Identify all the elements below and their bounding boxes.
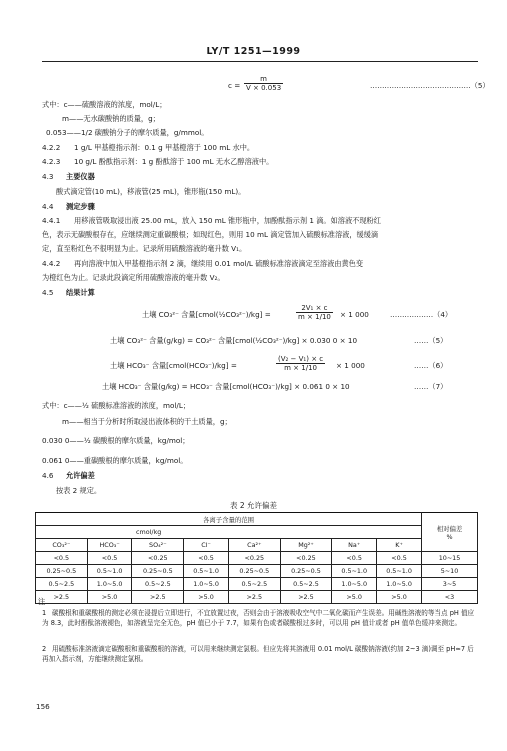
definition-line: 0.030 0——½ 碳酸根的摩尔质量，kg/mol；: [42, 436, 190, 445]
table-cell: >5.0: [184, 591, 229, 604]
table-cell: >5.0: [87, 591, 132, 604]
formula-5b: 土壤 CO₃²⁻ 含量(g/kg) = CO₃²⁻ 含量[cmol(½CO₃²⁻)/kg] × 0.030 0 × 10: [110, 336, 358, 345]
clause-number: 4.3: [42, 172, 54, 181]
table-cell: 0.5~1.0: [332, 565, 377, 578]
formula-4-lhs: 土壤 CO₃²⁻ 含量[cmol(½CO₃²⁻)/kg] =: [142, 310, 271, 319]
definition-line: m——相当于分析时所取浸出液体积的干土质量，g；: [62, 417, 232, 426]
table-cell: 0.25~0.5: [280, 565, 332, 578]
formula-5-fraction: [244, 75, 283, 92]
table-cell: 0.5~2.5: [132, 578, 184, 591]
definition-line: 0.053——1/2 碳酸钠分子的摩尔质量，g/mmol。: [46, 128, 209, 137]
table-cell: 0.5~1.0: [87, 565, 132, 578]
table-cell: >5.0: [377, 591, 422, 604]
note-2: [42, 645, 478, 664]
table-column-header-row: [36, 539, 478, 552]
table-cell: 0.25~0.5: [132, 565, 184, 578]
column-header: CO₃²⁻: [36, 539, 88, 552]
clause-text: 按表 2 规定。: [56, 486, 102, 495]
formula-4-number: ………………（4）: [390, 310, 453, 319]
formula-5-numerator: m: [244, 75, 283, 84]
table-header-row: [36, 513, 478, 526]
paragraph-line: 色，表示无碳酸根存在，应继续测定重碳酸根；如现红色，则用 10 mL 滴定管加入硫酸标准溶液，缓缓滴: [42, 230, 379, 239]
formula-4-fraction: [296, 304, 333, 321]
column-header: K⁺: [377, 539, 422, 552]
formula-6-tail: × 1 000: [336, 361, 365, 370]
table-cell: >2.5: [280, 591, 332, 604]
clause-title: 允许偏差: [66, 471, 95, 480]
table-cell: >5.0: [332, 591, 377, 604]
clause-text: 1 g/L 甲基橙指示剂：0.1 g 甲基橙溶于 100 mL 水中。: [74, 143, 255, 152]
paragraph-line: 定，直至粉红色不很明显为止。记录所用硫酸溶液的毫升数 V₁。: [42, 244, 247, 253]
table-row: [36, 578, 478, 591]
clause-title: 测定步骤: [66, 202, 95, 211]
formula-5-lhs: c =: [228, 81, 241, 90]
table-cell: <3: [422, 591, 478, 604]
definition-line: 式中：c——½ 硫酸标准溶液的浓度，mol/L；: [42, 401, 191, 410]
paragraph-line: 再向溶液中加入甲基橙指示剂 2 滴，继续用 0.01 mol/L 硫酸标准溶液滴定至溶液由黄色变: [74, 259, 364, 268]
table-cell: 5~10: [422, 565, 478, 578]
note-1: [42, 609, 478, 628]
table-cell: <0.25: [132, 552, 184, 565]
formula-6-numerator: (V₂ − V₁) × c: [278, 355, 324, 363]
deviation-header-label: 相对偏差: [436, 524, 463, 533]
table-cell: 0.5~2.5: [280, 578, 332, 591]
definition-line: 0.061 0——重碳酸根的摩尔质量，kg/mol。: [42, 456, 188, 465]
table-unit-row: [36, 526, 478, 539]
clause-number: 4.5: [42, 288, 54, 297]
formula-7: 土壤 HCO₃⁻ 含量(g/kg) = HCO₃⁻ 含量[cmol(HCO₃⁻)/kg] × 0.061 0 × 10: [102, 382, 350, 391]
table-cell: <0.25: [228, 552, 280, 565]
formula-4-denominator: m × 1/10: [298, 313, 331, 321]
table-deviation-header: [422, 513, 478, 552]
table-cell: 10~15: [422, 552, 478, 565]
table-cell: <0.5: [332, 552, 377, 565]
formula-6-lhs: 土壤 HCO₃⁻ 含量[cmol(HCO₃⁻)/kg] =: [110, 361, 237, 370]
page-number: 156: [36, 702, 50, 711]
deviation-header-unit: %: [446, 532, 453, 541]
column-header: SO₄²⁻: [132, 539, 184, 552]
clause-number: 4.4.1: [42, 216, 61, 225]
clause-text: 酸式滴定管(10 mL)，移液管(25 mL)，锥形瓶(150 mL)。: [56, 187, 246, 196]
table-cell: 0.5~1.0: [377, 565, 422, 578]
note-number: 1: [42, 609, 47, 617]
standard-number-header: LY/T 1251—1999: [206, 46, 301, 57]
column-header: HCO₃⁻: [87, 539, 132, 552]
table-row: [36, 552, 478, 565]
table-caption: 表 2 允许偏差: [229, 501, 278, 510]
table-cell: 1.0~5.0: [87, 578, 132, 591]
column-header: Mg²⁺: [280, 539, 332, 552]
formula-5b-number: ……（5）: [414, 336, 448, 345]
table-cell: 0.25~0.5: [36, 565, 88, 578]
table-cell: <0.5: [87, 552, 132, 565]
table-row: [36, 565, 478, 578]
note-text: 用硫酸标准溶液滴定碳酸根和重碳酸根的溶液，可以用来继续测定氯根。但应先将其溶液用 0.01 mol/L 碳酸钠溶液(约加 2~3 滴)调至 pH≈7 后再加入指示剂，方能继续测定氯根。: [42, 645, 474, 663]
note-number: 2: [42, 645, 47, 653]
allowed-deviation-table: [35, 512, 478, 604]
table-cell: <0.5: [377, 552, 422, 565]
formula-4-numerator: 2V₁ × c: [296, 304, 333, 313]
notes-label: 注: [38, 597, 46, 606]
table-row: [36, 591, 478, 604]
table-unit: cmol/kg: [36, 526, 422, 539]
table-cell: <0.5: [36, 552, 88, 565]
table-cell: 1.0~5.0: [332, 578, 377, 591]
table-cell: 0.5~2.5: [228, 578, 280, 591]
clause-title: 结果计算: [66, 288, 95, 297]
formula-5-denominator: V × 0.053: [246, 84, 282, 92]
clause-text: 10 g/L 酚酞指示剂：1 g 酚酞溶于 100 mL 无水乙醇溶液中。: [74, 157, 274, 166]
table-cell: <0.25: [280, 552, 332, 565]
definition-line: 式中：c——硫酸溶液的浓度，mol/L；: [42, 100, 167, 109]
table-cell: <0.5: [184, 552, 229, 565]
column-header: Ca²⁺: [228, 539, 280, 552]
clause-number: 4.2.3: [42, 157, 61, 166]
header-rule: [42, 61, 478, 62]
column-header: Na⁺: [332, 539, 377, 552]
formula-4-tail: × 1 000: [340, 310, 369, 319]
paragraph-line: 用移液管吸取浸出液 25.00 mL，放入 150 mL 锥形瓶中，加酚酞指示剂 1 滴。如溶液不现粉红: [74, 216, 381, 225]
definition-line: m——无水碳酸钠的质量，g；: [62, 114, 160, 123]
formula-5-number: ……………………………………（5）: [370, 81, 490, 90]
table-cell: 1.0~5.0: [377, 578, 422, 591]
table-cell: 0.5~1.0: [184, 565, 229, 578]
clause-number: 4.4: [42, 202, 54, 211]
table-cell: >2.5: [132, 591, 184, 604]
clause-number: 4.2.2: [42, 143, 61, 152]
clause-title: 主要仪器: [66, 172, 95, 181]
paragraph-line: 为橙红色为止。记录此段滴定所用硫酸溶液的毫升数 V₂。: [42, 273, 225, 282]
table-cell: 0.25~0.5: [228, 565, 280, 578]
table-group-header: 各离子含量的范围: [36, 513, 422, 526]
table-cell: 1.0~5.0: [184, 578, 229, 591]
clause-number: 4.6: [42, 471, 54, 480]
clause-number: 4.4.2: [42, 259, 61, 268]
note-text: 碳酸根和重碳酸根的测定必须在浸提后立即进行，不宜放置过夜，否则会由于溶液吸收空气中二氧化碳而产生误差。用碱性溶液的等当点 pH 值应为 8.3，此时酚酞溶液褪色，如溶液呈完全无色，pH 值已小于 7.7，如果有色或者碳酸根过多时，可以用 pH 值计或者 pH 值单色缓冲来测定。: [42, 609, 475, 627]
formula-6-number: ……（6）: [414, 361, 448, 370]
table-cell: >2.5: [228, 591, 280, 604]
formula-6-fraction: [276, 355, 325, 372]
table-cell: >2.5: [36, 591, 88, 604]
table-cell: 0.5~2.5: [36, 578, 88, 591]
formula-6-denominator: m × 1/10: [284, 364, 317, 372]
formula-7-number: ……（7）: [414, 382, 448, 391]
column-header: Cl⁻: [184, 539, 229, 552]
table-cell: 3~5: [422, 578, 478, 591]
